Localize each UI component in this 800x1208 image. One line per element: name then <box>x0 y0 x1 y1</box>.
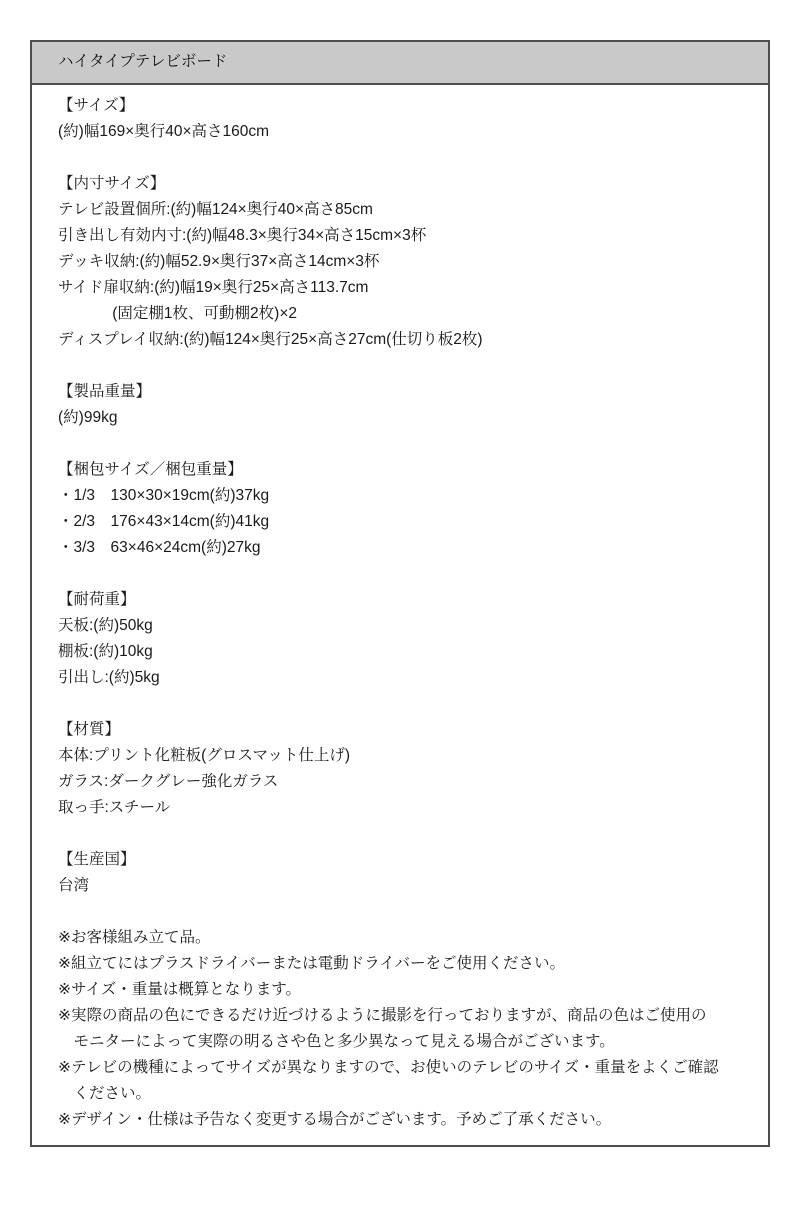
spec-line: モニターによって実際の明るさや色と多少異なって見える場合がございます。 <box>73 1033 615 1050</box>
spec-line: ※実際の商品の色にできるだけ近づけるように撮影を行っておりますが、商品の色はご使用の <box>58 1007 707 1024</box>
spec-section <box>58 457 742 561</box>
spec-line: (固定棚1枚、可動棚2枚)×2 <box>112 305 297 322</box>
spec-line: (約)幅169×奥行40×高さ160cm <box>58 123 270 140</box>
spec-line: 棚板:(約)10kg <box>58 643 153 660</box>
spec-line: 取っ手:スチール <box>58 799 171 816</box>
section-heading: 【サイズ】 <box>58 97 135 114</box>
spec-section <box>58 925 742 1133</box>
section-heading: 【製品重量】 <box>58 383 152 400</box>
spec-section <box>58 93 742 145</box>
spec-line: サイド扉収納:(約)幅19×奥行25×高さ113.7cm <box>58 279 369 296</box>
spec-line: ・3/3 63×46×24cm(約)27kg <box>58 539 261 556</box>
section-heading: 【材質】 <box>58 721 121 738</box>
spec-line: ※テレビの機種によってサイズが異なりますので、お使いのテレビのサイズ・重量をよくご確認 <box>58 1059 719 1076</box>
spec-line: デッキ収納:(約)幅52.9×奥行37×高さ14cm×3杯 <box>58 253 380 270</box>
document-title: ハイタイプテレビボード <box>58 53 228 70</box>
section-heading: 【内寸サイズ】 <box>58 175 166 192</box>
spec-line: テレビ設置個所:(約)幅124×奥行40×高さ85cm <box>58 201 373 218</box>
spec-line: ※デザイン・仕様は予告なく変更する場合がございます。予めご了承ください。 <box>58 1111 612 1128</box>
spec-line: 引出し:(約)5kg <box>58 669 160 686</box>
spec-line: ※組立てにはプラスドライバーまたは電動ドライバーをご使用ください。 <box>58 955 565 972</box>
spec-line: 本体:プリント化粧板(グロスマット仕上げ) <box>58 747 351 764</box>
spec-section <box>58 171 742 353</box>
section-heading: 【生産国】 <box>58 851 136 868</box>
document-title-bar <box>32 42 768 85</box>
spec-line: ・2/3 176×43×14cm(約)41kg <box>58 513 270 530</box>
spec-line: 引き出し有効内寸:(約)幅48.3×奥行34×高さ15cm×3杯 <box>58 227 427 244</box>
spec-line: ください。 <box>73 1085 152 1102</box>
spec-content <box>32 85 768 1145</box>
spec-section <box>58 587 742 691</box>
spec-section <box>58 379 742 431</box>
spec-line: ・1/3 130×30×19cm(約)37kg <box>58 487 270 504</box>
spec-document <box>30 40 770 1147</box>
spec-line: 天板:(約)50kg <box>58 617 153 634</box>
section-heading: 【耐荷重】 <box>58 591 136 608</box>
spec-line: ガラス:ダークグレー強化ガラス <box>58 773 279 790</box>
section-heading: 【梱包サイズ／梱包重量】 <box>58 461 243 478</box>
spec-line: 台湾 <box>58 877 90 894</box>
spec-line: ※お客様組み立て品。 <box>58 929 211 946</box>
spec-section <box>58 847 742 899</box>
spec-line: ※サイズ・重量は概算となります。 <box>58 981 302 998</box>
spec-section <box>58 717 742 821</box>
spec-line: (約)99kg <box>58 409 118 426</box>
spec-line: ディスプレイ収納:(約)幅124×奥行25×高さ27cm(仕切り板2枚) <box>58 331 483 348</box>
